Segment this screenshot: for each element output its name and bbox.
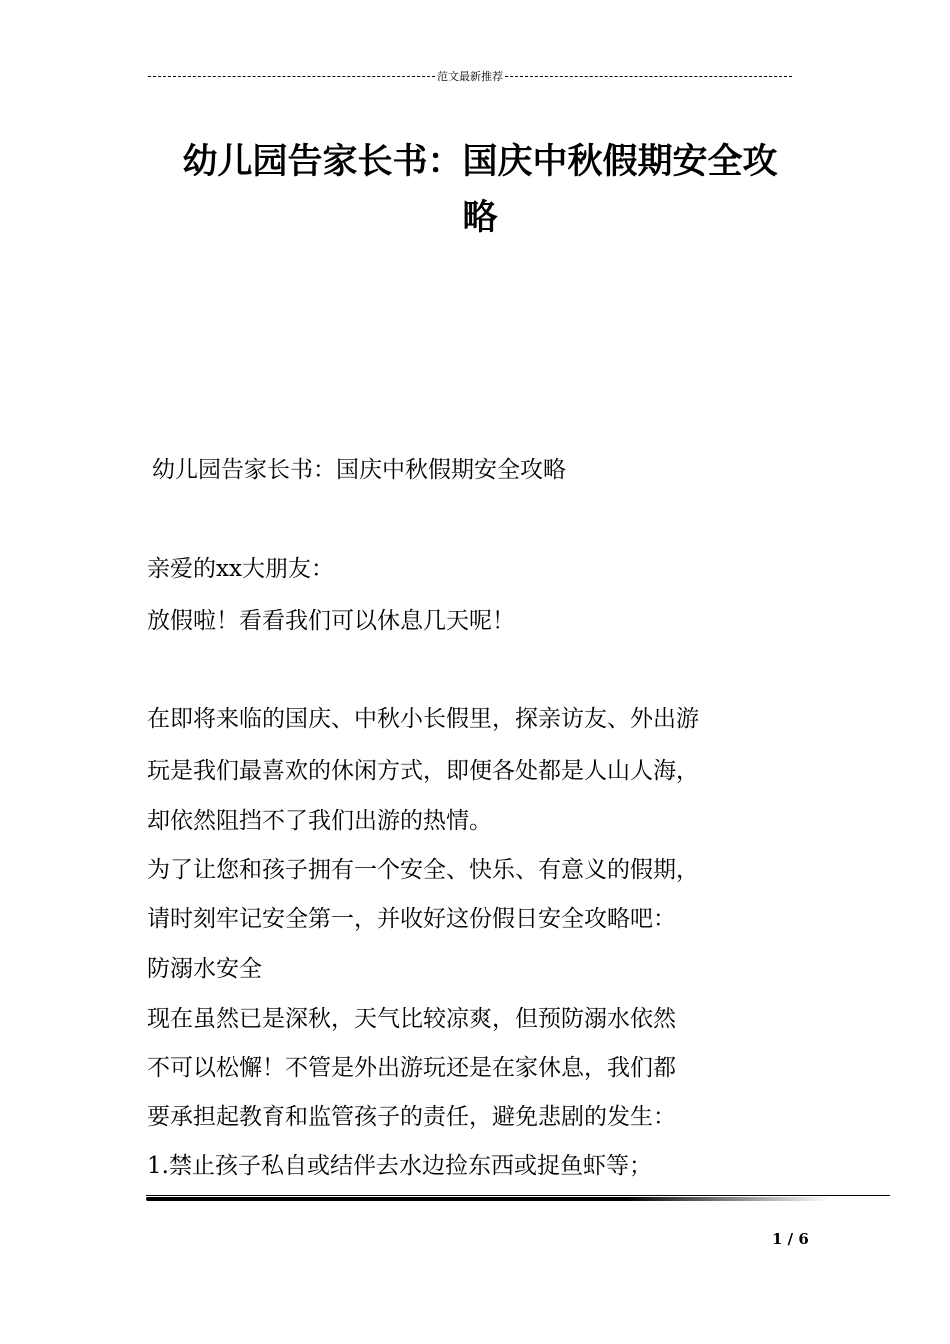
paragraph-line: 不可以松懈！不管是外出游玩还是在家休息，我们都 (147, 1055, 676, 1081)
list-item: 1.禁止孩子私自或结伴去水边捡东西或捉鱼虾等； (147, 1153, 652, 1179)
greeting-line: 亲爱的xx大朋友： (147, 556, 334, 582)
paragraph-line: 放假啦！看看我们可以休息几天呢！ (147, 608, 515, 634)
title-line-2: 略 (462, 197, 498, 238)
section-heading: 防溺水安全 (147, 956, 262, 982)
title-line-1: 幼儿园告家长书：国庆中秋假期安全攻 (182, 141, 778, 182)
header-dashes-left (148, 76, 435, 77)
subtitle-line: 幼儿园告家长书：国庆中秋假期安全攻略 (152, 457, 566, 483)
footer-divider-thick (146, 1197, 830, 1201)
paragraph-line: 要承担起教育和监管孩子的责任，避免悲剧的发生： (147, 1104, 676, 1130)
paragraph-line: 玩是我们最喜欢的休闲方式，即便各处都是人山人海， (147, 758, 699, 784)
paragraph-line: 为了让您和孩子拥有一个安全、快乐、有意义的假期， (147, 857, 699, 883)
paragraph-line: 现在虽然已是深秋，天气比较凉爽，但预防溺水依然 (147, 1006, 676, 1032)
paragraph-line: 请时刻牢记安全第一，并收好这份假日安全攻略吧： (147, 906, 676, 932)
document-title (140, 134, 820, 246)
header-dashes-right (505, 76, 792, 77)
page-header (148, 69, 792, 83)
header-text: 范文最新推荐 (437, 70, 503, 83)
footer-divider-thin (146, 1195, 890, 1196)
paragraph-line: 却依然阻挡不了我们出游的热情。 (147, 808, 492, 834)
paragraph-line: 在即将来临的国庆、中秋小长假里，探亲访友、外出游 (147, 706, 699, 732)
page-indicator: 1 / 6 (772, 1230, 809, 1248)
